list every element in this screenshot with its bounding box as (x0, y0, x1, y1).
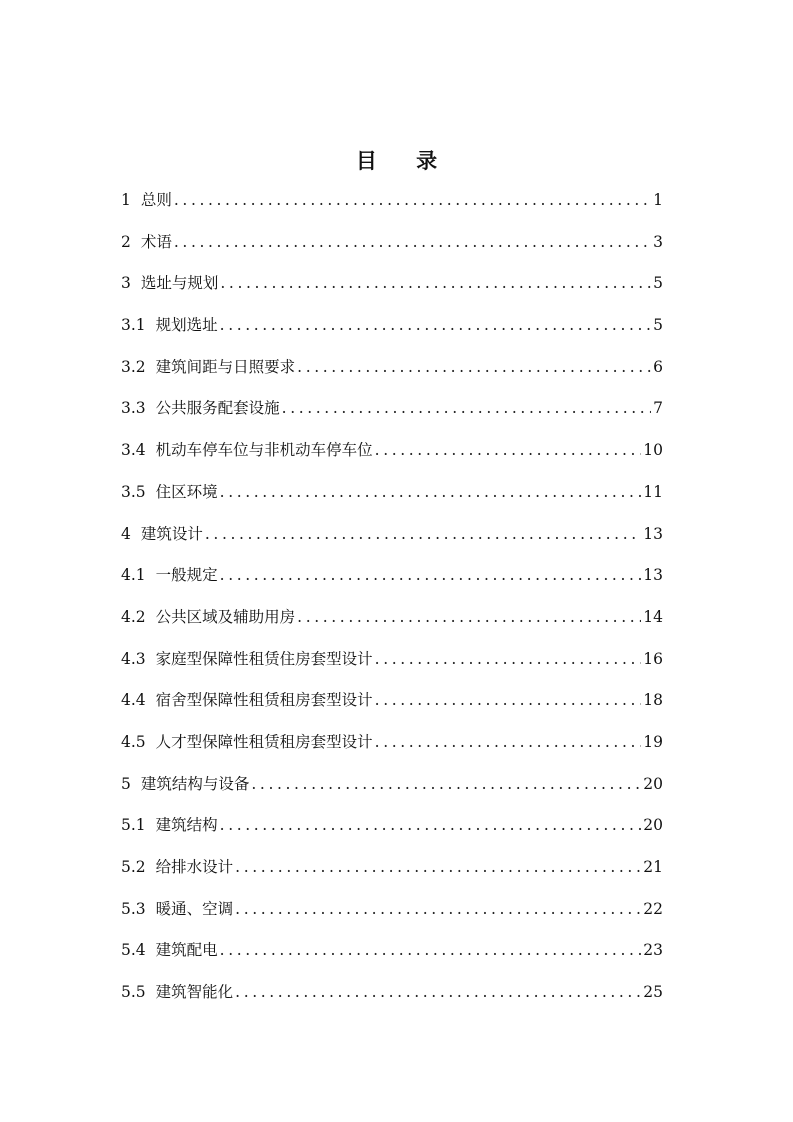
toc-dot-leader (375, 722, 642, 764)
toc-entry-page: 3 (653, 232, 663, 251)
toc-dot-leader (174, 222, 651, 264)
toc-dot-leader (220, 472, 642, 514)
toc-list (121, 180, 663, 1014)
toc-entry-number: 3.3 (121, 399, 146, 418)
toc-dot-leader (375, 639, 642, 681)
toc-entry-page: 20 (643, 816, 663, 835)
toc-entry[interactable] (121, 805, 663, 847)
toc-entry-label: 建筑智能化 (155, 983, 234, 1002)
toc-entry-label: 建筑间距与日照要求 (155, 357, 296, 376)
toc-entry[interactable] (121, 472, 663, 514)
toc-dot-leader (375, 680, 642, 722)
toc-entry-number: 1 (121, 191, 131, 209)
toc-dot-leader (220, 805, 642, 847)
toc-entry[interactable] (121, 597, 663, 639)
toc-entry[interactable] (121, 305, 663, 347)
toc-entry-number: 4.1 (121, 566, 146, 585)
toc-entry[interactable] (121, 639, 663, 681)
toc-entry-page: 25 (643, 983, 663, 1002)
toc-entry-number: 5.1 (121, 816, 146, 835)
toc-entry-label: 人才型保障性租赁租房套型设计 (155, 732, 373, 751)
toc-entry-label: 规划选址 (155, 316, 218, 335)
toc-dot-leader (297, 597, 641, 639)
toc-entry-number: 5.5 (121, 983, 146, 1002)
toc-entry[interactable] (121, 680, 663, 722)
toc-entry[interactable] (121, 263, 663, 305)
toc-entry[interactable] (121, 347, 663, 389)
toc-entry-label: 暖通、空调 (155, 899, 234, 918)
toc-entry-number: 4.2 (121, 607, 146, 626)
toc-dot-leader (282, 388, 651, 430)
toc-dot-leader (174, 180, 651, 222)
toc-entry-label: 给排水设计 (155, 858, 234, 876)
toc-entry[interactable] (121, 430, 663, 472)
toc-entry-label: 机动车停车位与非机动车停车位 (155, 441, 373, 460)
toc-dot-leader (220, 930, 642, 972)
toc-dot-leader (235, 972, 641, 1014)
toc-entry-page: 18 (643, 691, 663, 710)
toc-entry-number: 4.4 (121, 691, 146, 710)
toc-entry-number: 3 (121, 274, 131, 293)
toc-dot-leader (220, 555, 642, 597)
toc-entry-number: 3.1 (121, 316, 146, 335)
toc-entry-page: 5 (653, 316, 663, 335)
toc-entry-label: 建筑结构与设备 (140, 774, 250, 793)
toc-dot-leader (235, 889, 641, 931)
toc-entry-number: 4.5 (121, 732, 146, 751)
toc-entry-page: 22 (643, 899, 663, 918)
toc-entry-page: 1 (653, 191, 663, 209)
toc-entry[interactable] (121, 722, 663, 764)
toc-entry-number: 3.4 (121, 441, 146, 460)
toc-entry-label: 总则 (140, 191, 172, 209)
toc-entry-number: 3.2 (121, 357, 146, 376)
toc-entry-number: 4.3 (121, 649, 146, 668)
toc-entry[interactable] (121, 889, 663, 931)
toc-entry-label: 公共服务配套设施 (155, 399, 280, 418)
toc-entry[interactable] (121, 555, 663, 597)
toc-entry-page: 5 (653, 274, 663, 293)
toc-entry-number: 4 (121, 524, 131, 543)
toc-entry-label: 家庭型保障性租赁住房套型设计 (155, 649, 373, 668)
toc-entry-page: 13 (643, 524, 663, 543)
toc-entry-page: 14 (643, 607, 663, 626)
toc-entry-number: 5 (121, 774, 131, 793)
toc-dot-leader (220, 263, 651, 305)
toc-entry-label: 选址与规划 (140, 274, 219, 293)
toc-entry-page: 6 (653, 357, 663, 376)
toc-dot-leader (205, 514, 641, 556)
toc-entry[interactable] (121, 930, 663, 972)
toc-entry-label: 建筑结构 (155, 816, 218, 835)
toc-entry-label: 建筑设计 (140, 524, 203, 543)
toc-entry-label: 建筑配电 (155, 941, 218, 960)
toc-entry-number: 5.2 (121, 858, 146, 876)
toc-dot-leader (297, 347, 651, 389)
toc-entry[interactable] (121, 388, 663, 430)
toc-entry-number: 3.5 (121, 482, 146, 501)
toc-entry-label: 术语 (140, 232, 172, 251)
toc-entry[interactable] (121, 514, 663, 556)
toc-entry[interactable] (121, 972, 663, 1014)
toc-entry[interactable] (121, 222, 663, 264)
toc-entry[interactable] (121, 847, 663, 889)
toc-entry-page: 11 (643, 482, 663, 501)
toc-entry-label: 公共区域及辅助用房 (155, 607, 296, 626)
toc-entry-number: 2 (121, 232, 131, 251)
toc-entry[interactable] (121, 764, 663, 806)
toc-entry-page: 20 (643, 774, 663, 793)
toc-entry-page: 10 (643, 441, 663, 460)
toc-entry-label: 宿舍型保障性租赁租房套型设计 (155, 691, 373, 710)
toc-entry-number: 5.4 (121, 941, 146, 960)
toc-entry-label: 住区环境 (155, 482, 218, 501)
toc-entry-number: 5.3 (121, 899, 146, 918)
toc-entry-page: 16 (643, 649, 663, 668)
toc-entry-page: 7 (653, 399, 663, 418)
toc-title: 目 录 (355, 148, 454, 173)
toc-entry[interactable] (121, 180, 663, 222)
toc-entry-label: 一般规定 (155, 566, 218, 585)
toc-dot-leader (375, 430, 642, 472)
toc-entry-page: 23 (643, 941, 663, 960)
toc-entry-page: 13 (643, 566, 663, 585)
toc-entry-page: 21 (643, 858, 663, 876)
toc-dot-leader (220, 305, 651, 347)
toc-entry-page: 19 (643, 732, 663, 751)
toc-dot-leader (235, 847, 641, 889)
toc-dot-leader (251, 764, 641, 806)
